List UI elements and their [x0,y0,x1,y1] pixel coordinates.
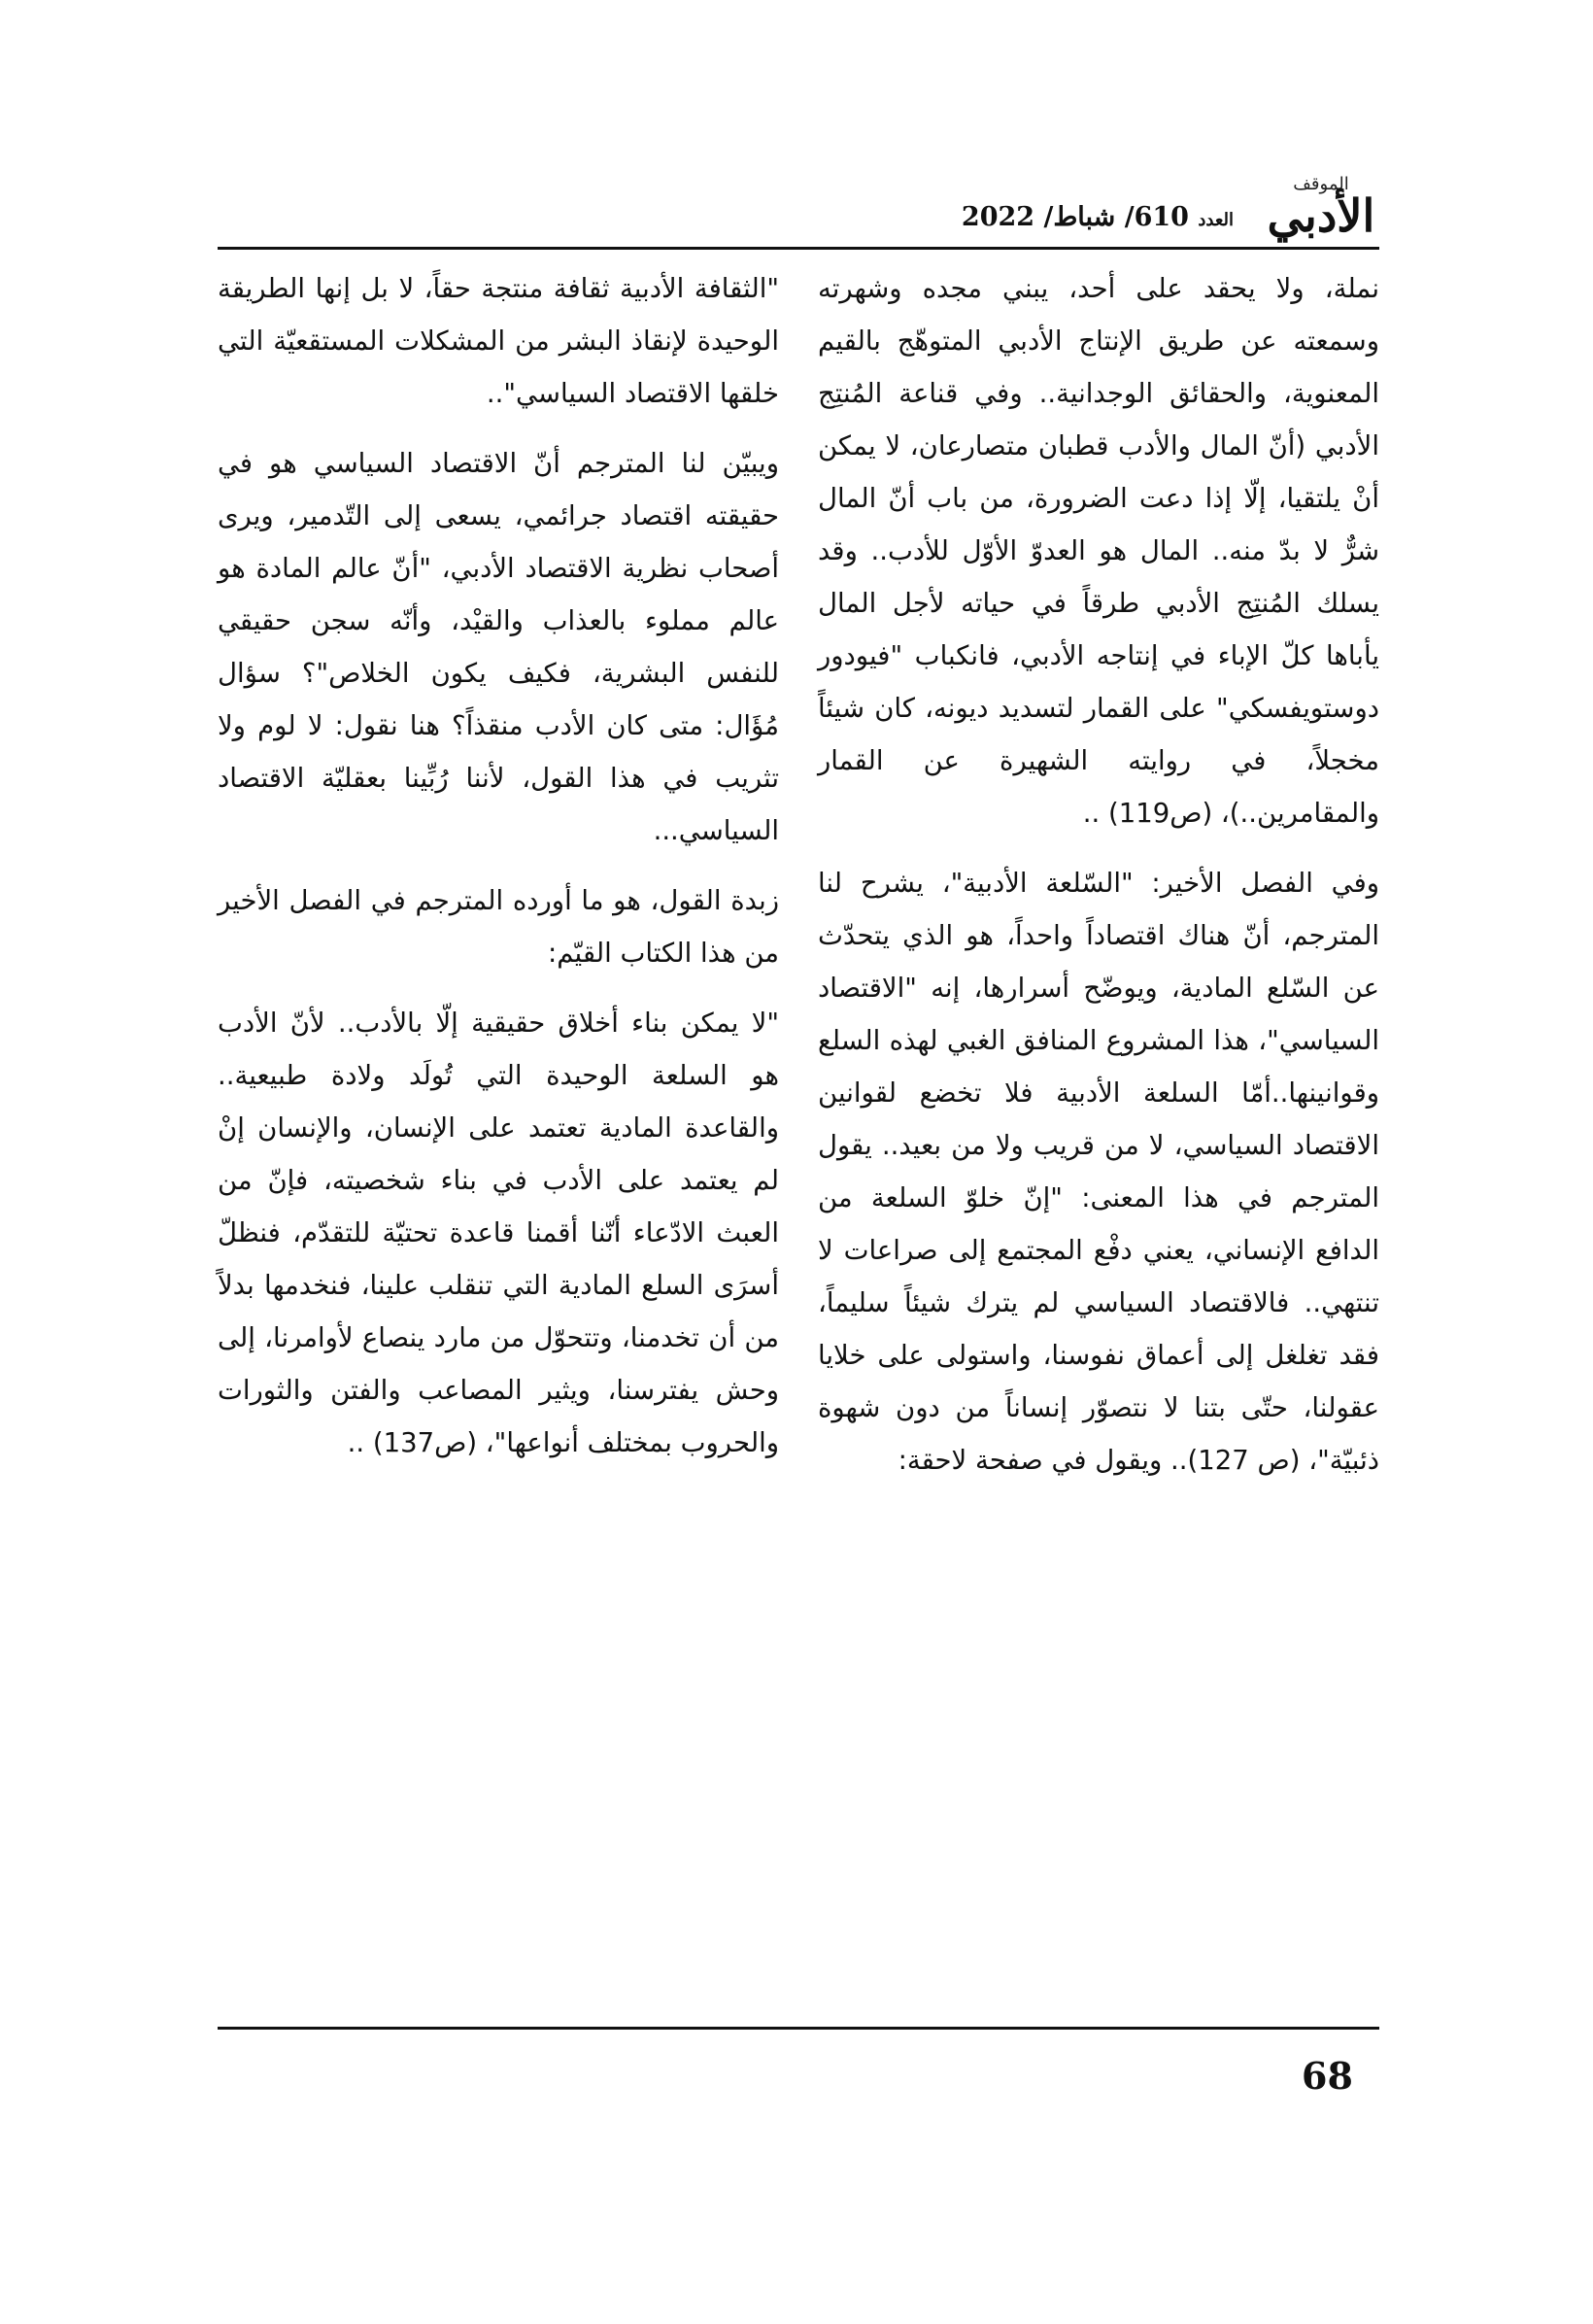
logo-big-text: الأدبي [1267,189,1375,242]
left-column [218,262,779,1487]
logo-small-text: الموقف [1293,174,1349,194]
left-paragraph-1: "الثقافة الأدبية ثقافة منتجة حقاً، لا بل إنها الطريقة الوحيدة لإنقاذ البشر من المشكلات المستقعيّة التي خلقها الاقتصاد السياسي".. [218,273,779,409]
left-paragraph-2: ويبيّن لنا المترجم أنّ الاقتصاد السياسي هو في حقيقته اقتصاد جرائمي، يسعى إلى التّدمير، ويرى أصحاب نظرية الاقتصاد الأدبي، "أنّ عالم المادة هو عالم مملوء بالعذاب والقيْد، وأنّه سجن حقيقي للنفس البشرية، فكيف يكون الخلاص"؟ سؤال مُؤَال: متى كان الأدب منقذاً؟ هنا نقول: لا لوم ولا تثريب في هذا القول، لأننا رُبِّينا بعقليّة الاقتصاد السياسي... [218,448,779,846]
right-paragraph-2: وفي الفصل الأخير: "السّلعة الأدبية"، يشرح لنا المترجم، أنّ هناك اقتصاداً واحداً، هو الذي يتحدّث عن السّلع المادية، ويوضّح أسرارها، إنه "الاقتصاد السياسي"، هذا المشروع المنافق الغبي لهذه السلع وقوانينها..أمّا السلعة الأدبية فلا تخضع لقوانين الاقتصاد السياسي، لا من قريب ولا من بعيد.. يقول المترجم في هذا المعنى: "إنّ خلوّ السلعة من الدافع الإنساني، يعني دفْع المجتمع إلى صراعات لا تنتهي.. فالاقتصاد السياسي لم يترك شيئاً سليماً، فقد تغلغل إلى أعماق نفوسنا، واستولى على خلايا عقولنا، حتّى بتنا لا نتصوّر إنساناً من دون شهوة ذئبيّة"، (ص 127).. ويقول في صفحة لاحقة: [818,868,1379,1476]
magazine-logo [1263,174,1379,242]
right-column [818,262,1379,1504]
footer-rule [218,2027,1379,2030]
right-paragraph-1: نملة، ولا يحقد على أحد، يبني مجده وشهرته وسمعته عن طريق الإنتاج الأدبي المتوهّج بالقيم المعنوية، والحقائق الوجدانية.. وفي قناعة المُنتِج الأدبي (أنّ المال والأدب قطبان متصارعان، لا يمكن أنْ يلتقيا، إلّا إذا دعت الضرورة، من باب أنّ المال شرٌّ لا بدّ منه.. المال هو العدوّ الأوّل للأدب.. وقد يسلك المُنتِج الأدبي طرقاً في حياته لأجل المال يأباها كلّ الإباء في إنتاجه الأدبي، فانكباب "فيودور دوستويفسكي" على القمار لتسديد ديونه، كان شيئاً مخجلاً، في روايته الشهيرة عن القمار والمقامرين..)، (ص119) .. [818,273,1379,829]
left-paragraph-3: زبدة القول، هو ما أورده المترجم في الفصل الأخير من هذا الكتاب القيّم: [218,885,779,969]
page-header [218,175,1379,243]
issue-text: 610/ شباط/ 2022 [961,202,1189,232]
header-rule [218,247,1379,250]
issue-label: العدد [1198,210,1234,230]
page-number: 68 [1302,2054,1353,2098]
issue-info [962,202,1234,232]
left-paragraph-4: "لا يمكن بناء أخلاق حقيقية إلّا بالأدب.. لأنّ الأدب هو السلعة الوحيدة التي تُولَد ولادة طبيعية.. والقاعدة المادية تعتمد على الإنسان، والإنسان إنْ لم يعتمد على الأدب في بناء شخصيته، فإنّ من العبث الادّعاء أنّنا أقمنا قاعدة تحتيّة للتقدّم، فنظلّ أسرَى السلع المادية التي تنقلب علينا، فنخدمها بدلاً من أن تخدمنا، وتتحوّل من مارد ينصاع لأوامرنا، إلى وحش يفترسنا، ويثير المصاعب والفتن والثورات والحروب بمختلف أنواعها"، (ص137) .. [218,1008,779,1458]
